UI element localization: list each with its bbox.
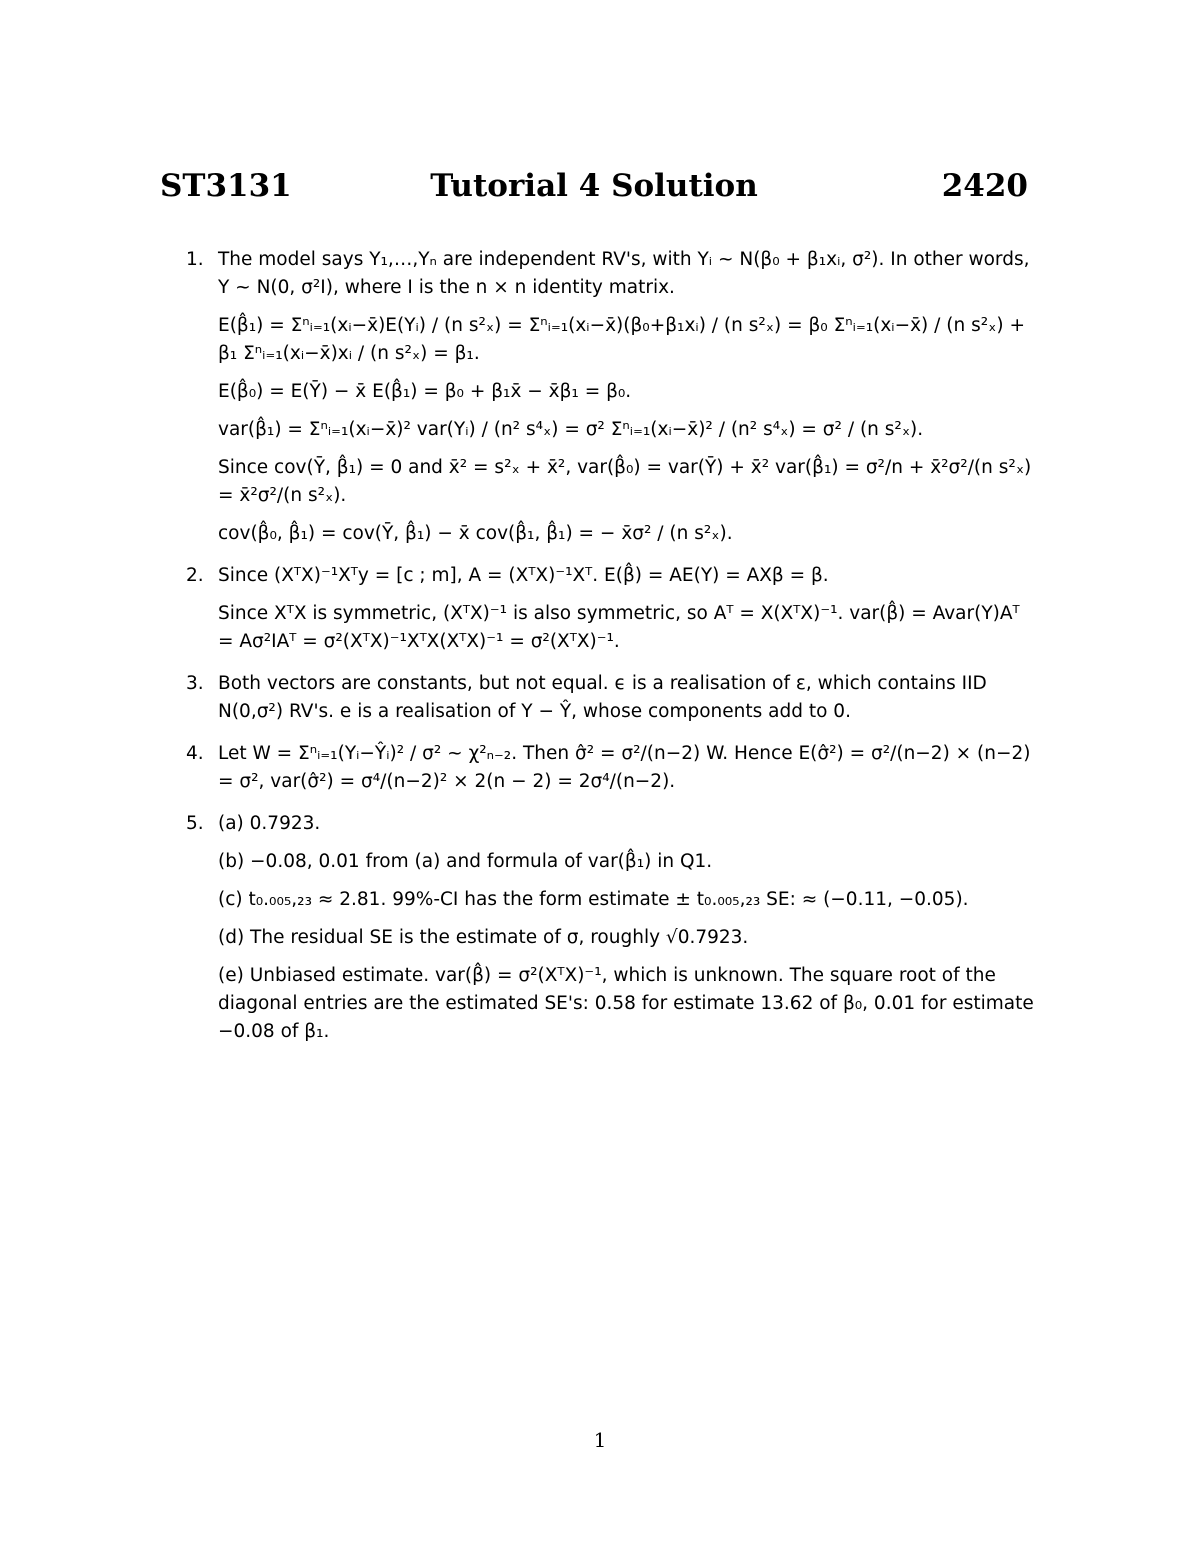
item-text: Since cov(Ȳ, β̂₁) = 0 and x̄² = s²ₓ + x̄², var(β̂₀) = var(Ȳ) + x̄² var(β̂₁) = σ²/n + x̄²σ²/(n s²ₓ) = x̄²σ²/(n s²ₓ). [218, 457, 1032, 506]
item-text: Let W = Σⁿᵢ₌₁(Yᵢ−Ŷᵢ)² / σ² ~ χ²ₙ₋₂. Then σ̂² = σ²/(n−2) W. Hence E(σ̂²) = σ²/(n−2) × (n−2) = σ², var(σ̂²) = σ⁴/(n−2)² × 2(n − 2) = 2σ⁴/(n−2). [218, 743, 1031, 792]
solution-item-4 [188, 740, 1036, 796]
item-number: 2. [186, 565, 204, 586]
page-title: Tutorial 4 Solution [430, 168, 758, 204]
sub-answer-a: (a) 0.7923. [218, 813, 321, 834]
sub-answer-b: (b) −0.08, 0.01 from (a) and formula of var(β̂₁) in Q1. [218, 851, 713, 872]
solution-item-2 [188, 562, 1036, 656]
solution-list [188, 246, 1036, 1060]
item-text: Since (XᵀX)⁻¹Xᵀy = [c ; m], A = (XᵀX)⁻¹Xᵀ. E(β̂) = AE(Y) = AXβ = β. [218, 565, 829, 586]
item-number: 3. [186, 673, 204, 694]
item-text: var(β̂₁) = Σⁿᵢ₌₁(xᵢ−x̄)² var(Yᵢ) / (n² s⁴ₓ) = σ² Σⁿᵢ₌₁(xᵢ−x̄)² / (n² s⁴ₓ) = σ² / (n s²ₓ). [218, 419, 924, 440]
page-header [160, 168, 1028, 212]
item-text: The model says Y₁,…,Yₙ are independent RV's, with Yᵢ ~ N(β₀ + β₁xᵢ, σ²). In other words, Y ~ N(0, σ²I), where I is the n × n identity matrix. [218, 249, 1030, 298]
item-text: Both vectors are constants, but not equal. ϵ is a realisation of ε, which contains IID N(0,σ²) RV's. e is a realisation of Y − Ŷ, whose components add to 0. [218, 673, 987, 722]
sub-answer-c: (c) t₀.₀₀₅,₂₃ ≈ 2.81. 99%-CI has the form estimate ± t₀.₀₀₅,₂₃ SE: ≈ (−0.11, −0.05). [218, 889, 969, 910]
item-text: E(β̂₁) = Σⁿᵢ₌₁(xᵢ−x̄)E(Yᵢ) / (n s²ₓ) = Σⁿᵢ₌₁(xᵢ−x̄)(β₀+β₁xᵢ) / (n s²ₓ) = β₀ Σⁿᵢ₌₁(xᵢ−x̄) / (n s²ₓ) + β₁ Σⁿᵢ₌₁(xᵢ−x̄)xᵢ / (n s²ₓ) = β₁. [218, 315, 1025, 364]
item-text: cov(β̂₀, β̂₁) = cov(Ȳ, β̂₁) − x̄ cov(β̂₁, β̂₁) = − x̄σ² / (n s²ₓ). [218, 523, 733, 544]
item-number: 4. [186, 743, 204, 764]
solution-item-3 [188, 670, 1036, 726]
item-number: 1. [186, 249, 204, 270]
solution-item-5 [188, 810, 1036, 1046]
header-number: 2420 [941, 168, 1028, 204]
solution-item-1 [188, 246, 1036, 548]
item-text: E(β̂₀) = E(Ȳ) − x̄ E(β̂₁) = β₀ + β₁x̄ − x̄β₁ = β₀. [218, 381, 632, 402]
item-number: 5. [186, 813, 204, 834]
course-code: ST3131 [160, 168, 292, 204]
page-number: 1 [593, 1428, 607, 1452]
item-text: Since XᵀX is symmetric, (XᵀX)⁻¹ is also symmetric, so Aᵀ = X(XᵀX)⁻¹. var(β̂) = Avar(Y)Aᵀ = Aσ²IAᵀ = σ²(XᵀX)⁻¹XᵀX(XᵀX)⁻¹ = σ²(XᵀX)⁻¹. [218, 603, 1020, 652]
sub-answer-e: (e) Unbiased estimate. var(β̂) = σ²(XᵀX)⁻¹, which is unknown. The square root of the diagonal entries are the estimated SE's: 0.58 for estimate 13.62 of β₀, 0.01 for estimate −0.08 of β₁. [218, 965, 1034, 1042]
sub-answer-d: (d) The residual SE is the estimate of σ, roughly √0.7923. [218, 927, 749, 948]
